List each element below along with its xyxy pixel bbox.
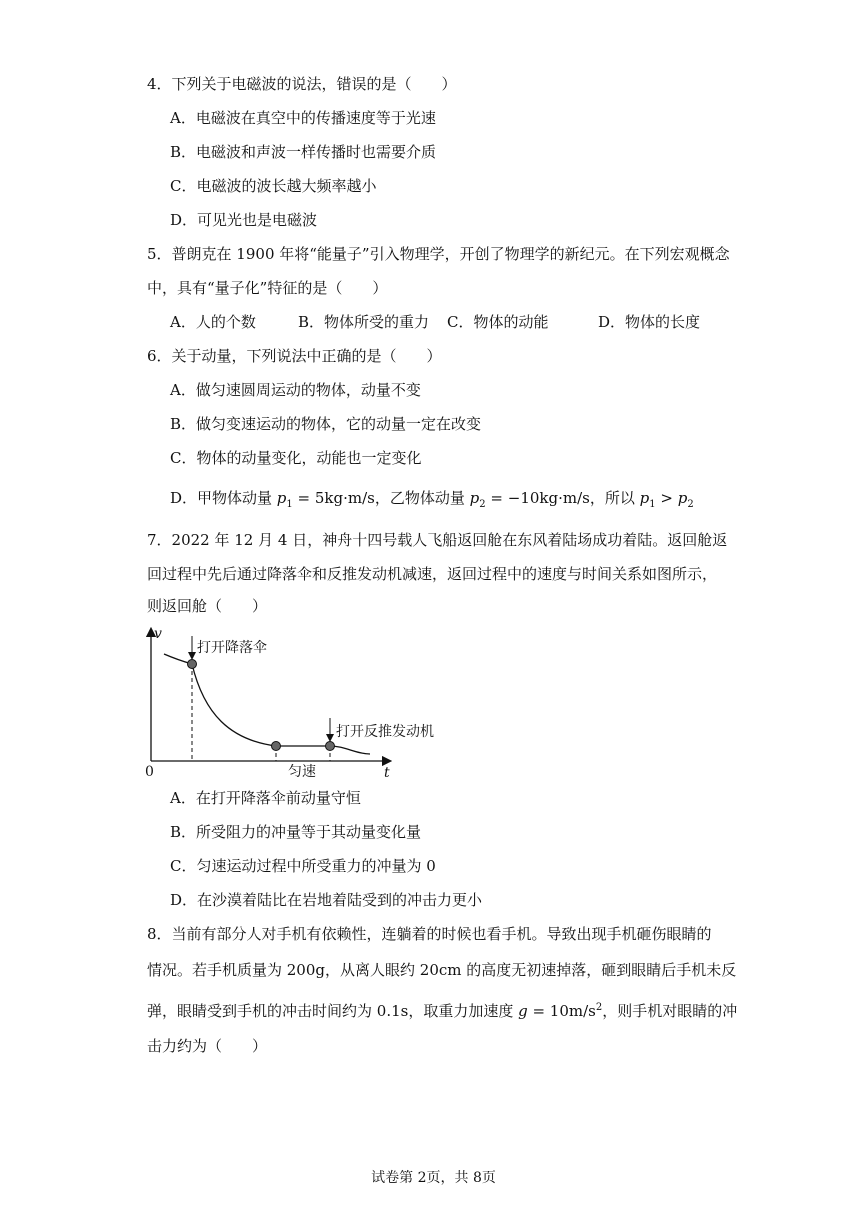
q7-stem-line2: 回过程中先后通过降落伞和反推发动机减速，返回过程中的速度与时间关系如图所示， [147,565,718,583]
q4-option-c: C．电磁波的波长越大频率越小 [170,177,377,195]
q7-stem-line1: 7．2022 年 12 月 4 日，神舟十四号载人飞船返回舱在东风着陆场成功着陆。返回舱返 [147,531,728,549]
q6-optd-tail: ，所以 [589,489,640,507]
q5-options-row [170,312,730,332]
q8-line3-b: ，则手机对眼睛的冲 [602,1002,738,1020]
q7-option-a: A．在打开降落伞前动量守恒 [170,789,361,807]
q5-option-b: B．物体所受的重力 [298,313,430,331]
q4-stem: 4．下列关于电磁波的说法，错误的是（ ） [147,75,457,93]
q6-optd-p1-symbol-2: p [639,489,650,507]
q5-option-a: A．人的个数 [170,313,256,331]
q4-option-d: D．可见光也是电磁波 [170,211,318,229]
q8-line1: 8．当前有部分人对手机有依赖性，连躺着的时候也看手机。导致出现手机砸伤眼睛的 [147,925,712,943]
label-uniform: 匀速 [288,764,316,780]
q8-g-symbol: g [518,1002,528,1020]
q8-line2: 情况。若手机质量为 200g，从离人眼约 20cm 的高度无初速掉落，砸到眼睛后手机未反 [147,961,737,979]
q6-optd-p2-symbol: p [469,489,480,507]
label-open-engine: 打开反推发动机 [336,724,434,740]
q8-line3 [147,998,737,1021]
q5-stem-line2: 中，具有“量子化”特征的是（ ） [147,279,388,297]
point-parachute [188,660,197,669]
q6-optd-mid: ，乙物体动量 [374,489,470,507]
q6-option-d [170,488,694,515]
q5-option-c: C．物体的动能 [447,313,549,331]
q6-optd-p2-symbol-2: p [677,489,688,507]
q6-optd-p2-subscript: 2 [479,499,486,510]
label-open-parachute: 打开降落伞 [197,640,267,656]
origin-label: 0 [145,764,154,780]
point-engine [326,742,335,751]
q8-g-exponent: 2 [595,1002,603,1013]
q6-optd-p2-value: = −10kg·m/s [485,489,590,507]
q6-optd-p1-symbol: p [276,489,287,507]
q8-line3-a: 弹，眼睛受到手机的冲击时间约为 0.1s，取重力加速度 [147,1002,519,1020]
q6-optd-p1-value: = 5kg·m/s [292,489,375,507]
q6-optd-prefix: D．甲物体动量 [170,489,277,507]
q7-option-b: B．所受阻力的冲量等于其动量变化量 [170,823,422,841]
q7-stem-line3: 则返回舱（ ） [147,597,268,615]
q6-option-a: A．做匀速圆周运动的物体，动量不变 [170,381,421,399]
q6-option-c: C．物体的动量变化，动能也一定变化 [170,449,422,467]
q6-stem: 6．关于动量，下列说法中正确的是（ ） [147,347,442,365]
q6-optd-p1-subscript-2: 1 [649,499,656,510]
q8-g-value: = 10m/s [527,1002,596,1020]
velocity-time-graph [140,624,450,784]
q6-optd-compare: > [655,489,678,507]
q8-line4: 击力约为（ ） [147,1037,268,1055]
t-axis-label: t [384,765,390,781]
q4-option-a: A．电磁波在真空中的传播速度等于光速 [170,109,436,127]
page-footer: 试卷第 2页，共 8页 [371,1170,496,1186]
q6-optd-p1-subscript: 1 [286,499,293,510]
q7-option-c: C．匀速运动过程中所受重力的冲量为 0 [170,857,436,875]
q7-option-d: D．在沙漠着陆比在岩地着陆受到的冲击力更小 [170,891,483,909]
q6-option-b: B．做匀变速运动的物体，它的动量一定在改变 [170,415,482,433]
q6-optd-p2-subscript-2: 2 [687,499,694,510]
v-axis-label: v [154,626,162,642]
q5-stem-line1: 5．普朗克在 1900 年将“能量子”引入物理学，开创了物理学的新纪元。在下列宏观概念 [147,245,730,263]
point-uniform-start [272,742,281,751]
q5-option-d: D．物体的长度 [598,313,701,331]
q4-option-b: B．电磁波和声波一样传播时也需要介质 [170,143,437,161]
